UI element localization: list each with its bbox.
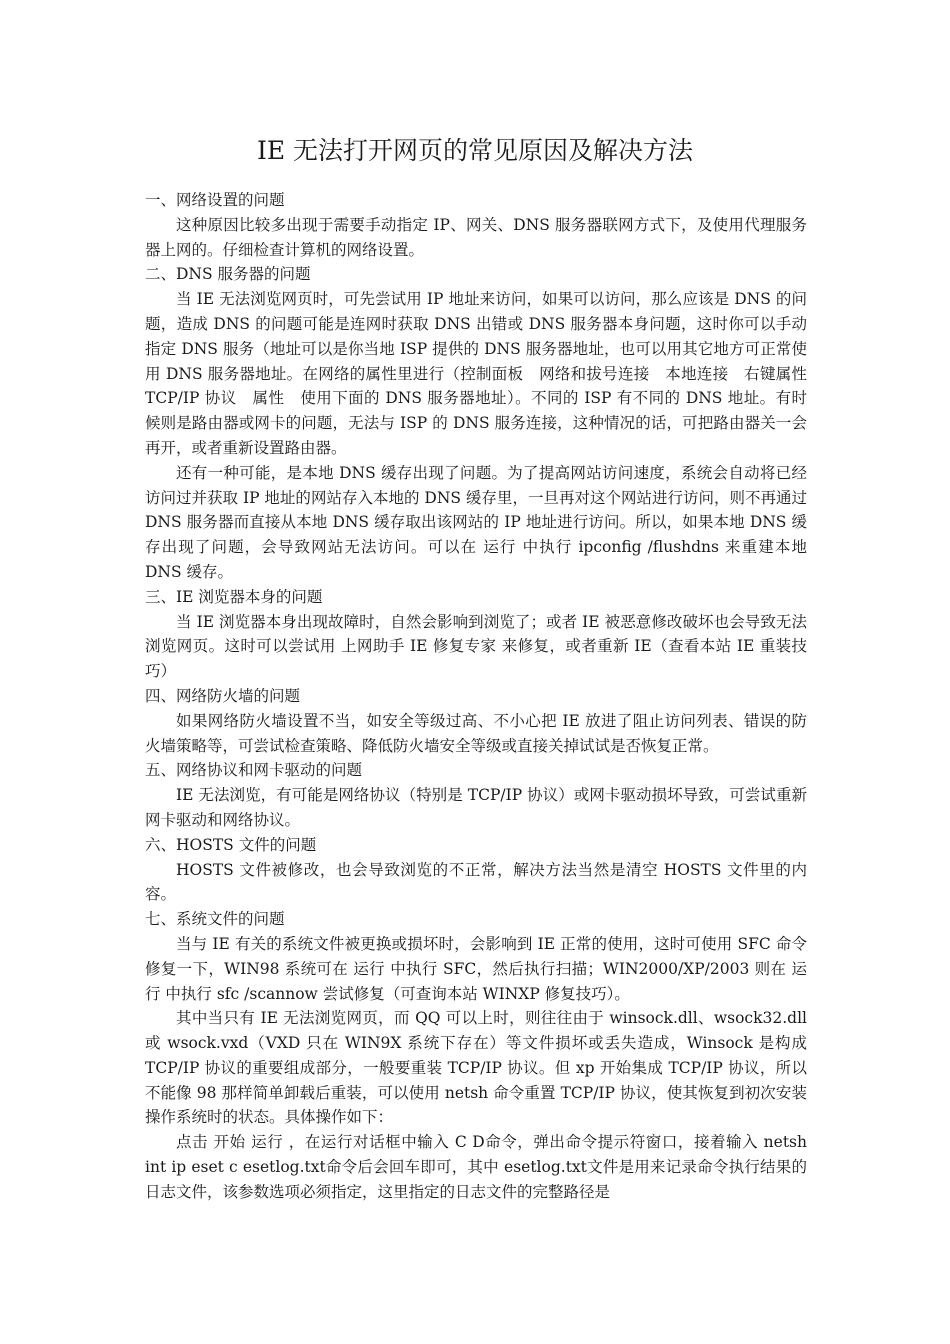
section-heading: 一、网络设置的问题 <box>145 191 285 209</box>
section-heading: 七、系统文件的问题 <box>145 910 285 929</box>
paragraph: 点击 开始 运行 ，在运行对话框中输入 C D命令，弹出命令提示符窗口，接着输入 netsh int ip eset c esetlog.txt命令后会回车即可，其中 esetlog.txt文件是用来记录命令执行结果的日志文件，该参数选项必须指定，这里指定的日志文件的完整路径是 <box>145 1133 807 1201</box>
paragraph: 当 IE 无法浏览网页时，可先尝试用 IP 地址来访问，如果可以访问，那么应该是 DNS 的问题，造成 DNS 的问题可能是连网时获取 DNS 出错或 DNS 服务器本身问题，这时你可以手动指定 DNS 服务（地址可以是你当地 ISP 提供的 DNS 服务器地址，也可以用其它地方可正常使用 DNS 服务器地址。在网络的属性里进行（控制面板 网络和拔号连接 本地连接 右键属性 TCP/IP 协议 属性 使用下面的 DNS 服务器地址）。不同的 ISP 有不同的 DNS 地址。有时候则是路由器或网卡的问题，无法与 ISP 的 DNS 服务连接，这种情况的话，可把路由器关一会再开，或者重新设置路由器。 <box>145 290 823 457</box>
section-heading: 二、DNS 服务器的问题 <box>145 265 311 284</box>
paragraph: HOSTS 文件被修改，也会导致浏览的不正常，解决方法当然是清空 HOSTS 文件里的内容。 <box>145 860 807 904</box>
paragraph: 当与 IE 有关的系统文件被更换或损坏时，会影响到 IE 正常的使用，这时可使用 SFC 命令修复一下，WIN98 系统可在 运行 中执行 SFC，然后执行扫描；WIN2000/XP/2003 则在 运行 中执行 sfc /scannow 尝试修复（可查询本站 WINXP 修复技巧）。 <box>145 934 807 1003</box>
paragraph: IE 无法浏览，有可能是网络协议（特别是 TCP/IP 协议）或网卡驱动损坏导致，可尝试重新网卡驱动和网络协议。 <box>145 786 807 829</box>
paragraph: 其中当只有 IE 无法浏览网页，而 QQ 可以上时，则往往由于 winsock.dll、wsock32.dll 或 wsock.vxd（VXD 只在 WIN9X 系统下存在）等文件损坏或丢失造成，Winsock 是构成 TCP/IP 协议的重要组成部分，一般要重装 TCP/IP 协议。但 xp 开始集成 TCP/IP 协议，所以不能像 98 那样简单卸载后重装，可以使用 netsh 命令重置 TCP/IP 协议，使其恢复到初次安装操作系统时的状态。具体操作如下： <box>145 1009 807 1127</box>
paragraph: 这种原因比较多出现于需要手动指定 IP、网关、DNS 服务器联网方式下，及使用代理服务器上网的。仔细检查计算机的网络设置。 <box>145 215 807 259</box>
document-title: IE 无法打开网页的常见原因及解决方法 <box>256 136 694 165</box>
section-heading: 五、网络协议和网卡驱动的问题 <box>145 761 363 780</box>
section-heading: 四、网络防火墙的问题 <box>145 686 301 705</box>
document-body <box>145 188 823 1205</box>
section-heading: 三、IE 浏览器本身的问题 <box>145 587 323 606</box>
paragraph: 还有一种可能，是本地 DNS 缓存出现了问题。为了提高网站访问速度，系统会自动将已经访问过并获取 IP 地址的网站存入本地的 DNS 缓存里，一旦再对这个网站进行访问，则不再通过 DNS 服务器而直接从本地 DNS 缓存取出该网站的 IP 地址进行访问。所以，如果本地 DNS 缓存出现了问题，会导致网站无法访问。可以在 运行 中执行 ipconfig /flushdns 来重建本地 DNS 缓存。 <box>145 463 807 581</box>
section-heading: 六、HOSTS 文件的问题 <box>145 835 317 854</box>
paragraph: 如果网络防火墙设置不当，如安全等级过高、不小心把 IE 放进了阻止访问列表、错误的防火墙策略等，可尝试检查策略、降低防火墙安全等级或直接关掉试试是否恢复正常。 <box>145 711 807 755</box>
paragraph: 当 IE 浏览器本身出现故障时，自然会影响到浏览了；或者 IE 被恶意修改破坏也会导致无法浏览网页。这时可以尝试用 上网助手 IE 修复专家 来修复，或者重新 IE（查看本站 IE 重装技巧） <box>145 612 807 681</box>
